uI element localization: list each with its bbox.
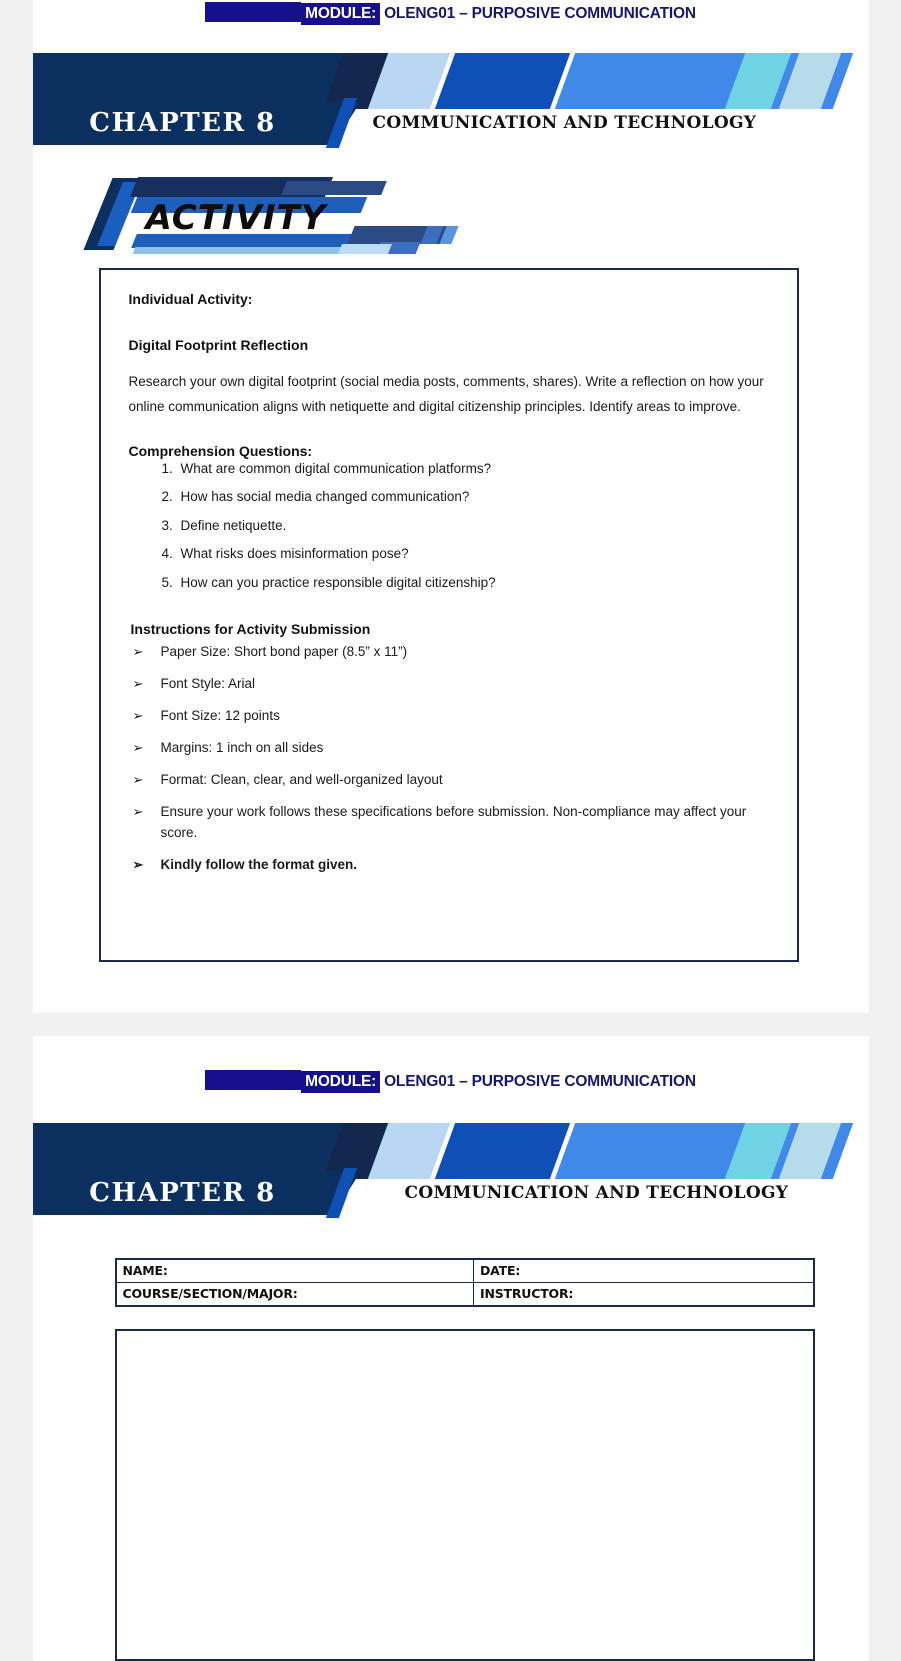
date-field-label[interactable]: DATE: [474, 1259, 814, 1283]
arrow-bullet-icon: ➢ [132, 804, 144, 820]
list-item [131, 855, 779, 876]
course-field-label[interactable]: COURSE/SECTION/MAJOR: [116, 1283, 474, 1307]
arrow-bullet-icon: ➢ [132, 644, 144, 660]
instructions-list [119, 642, 779, 875]
chapter-title-band-page1 [33, 101, 869, 147]
activity-shape-7 [132, 247, 350, 254]
arrow-bullet-icon: ➢ [132, 740, 144, 756]
individual-activity-heading: Individual Activity: [128, 291, 253, 307]
list-item-label: Format: Clean, clear, and well-organized layout [160, 772, 443, 788]
list-item-label: Kindly follow the format given. [160, 856, 358, 872]
spacer [119, 306, 779, 332]
arrow-bullet-icon: ➢ [132, 676, 144, 692]
student-info-table [115, 1258, 815, 1307]
list-item [131, 770, 779, 791]
module-value: OLENG01 – PURPOSIVE COMMUNICATION [384, 1073, 696, 1090]
comprehension-questions-heading: Comprehension Questions: [128, 442, 313, 459]
activity-shape-5 [281, 181, 387, 195]
topic-heading: Digital Footprint Reflection [128, 337, 309, 353]
activity-description: Research your own digital footprint (social media posts, comments, shares). Write a reflection on how your online communication aligns with netiquette and digital citizenship principles. Identify areas to improve. [128, 374, 764, 414]
list-item [131, 674, 779, 695]
arrow-bullet-icon: ➢ [132, 772, 144, 788]
module-line-page1 [33, 2, 869, 23]
activity-shape-12 [337, 244, 391, 254]
document-page-1 [33, 0, 869, 1013]
list-item [131, 706, 779, 727]
chapter-subtitle: COMMUNICATION AND TECHNOLOGY [404, 1183, 789, 1203]
list-item-label: Margins: 1 inch on all sides [160, 740, 324, 756]
list-item: 1. What are common digital communication platforms? [177, 462, 779, 476]
list-item-label: Ensure your work follows these specifications before submission. Non-compliance may affect your score. [160, 804, 747, 840]
list-item [131, 802, 779, 844]
activity-content-box [99, 268, 799, 962]
instructions-heading: Instructions for Activity Submission [130, 621, 371, 638]
list-item: 3. Define netiquette. [177, 519, 779, 533]
list-item-label: Font Style: Arial [160, 676, 256, 692]
module-line-page2 [33, 1070, 869, 1091]
instructor-field-label[interactable]: INSTRUCTOR: [474, 1283, 814, 1307]
page-separator [0, 1013, 901, 1036]
chapter-title-band-page2 [33, 1171, 869, 1217]
module-label: MODULE: [301, 3, 380, 25]
arrow-bullet-icon: ➢ [132, 708, 144, 724]
list-item [131, 738, 779, 759]
list-item: 4. What risks does misinformation pose? [177, 547, 779, 561]
list-item-label: Font Size: 12 points [160, 708, 280, 724]
spacer [119, 420, 779, 438]
module-label: MODULE: [301, 1071, 380, 1093]
chapter-subtitle: COMMUNICATION AND TECHNOLOGY [372, 113, 757, 133]
module-tag-pad [205, 2, 301, 22]
list-item: 5. How can you practice responsible digital citizenship? [177, 576, 779, 590]
spacer [119, 604, 779, 622]
table-row [116, 1259, 814, 1283]
module-tag-pad [205, 1070, 301, 1090]
activity-banner [88, 172, 458, 252]
document-page-2 [33, 1036, 869, 1661]
list-item [131, 642, 779, 663]
list-item-label: Paper Size: Short bond paper (8.5” x 11”) [160, 644, 408, 660]
module-value: OLENG01 – PURPOSIVE COMMUNICATION [384, 5, 696, 22]
answer-area[interactable] [115, 1329, 815, 1661]
name-field-label[interactable]: NAME: [116, 1259, 474, 1283]
chapter-number: CHAPTER 8 [89, 108, 276, 138]
list-item: 2. How has social media changed communication? [177, 490, 779, 504]
table-row [116, 1283, 814, 1307]
activity-banner-label: ACTIVITY [145, 198, 327, 238]
chapter-number: CHAPTER 8 [89, 1178, 276, 1208]
comprehension-questions-list [119, 462, 779, 590]
arrow-bullet-icon: ➢ [132, 856, 144, 872]
